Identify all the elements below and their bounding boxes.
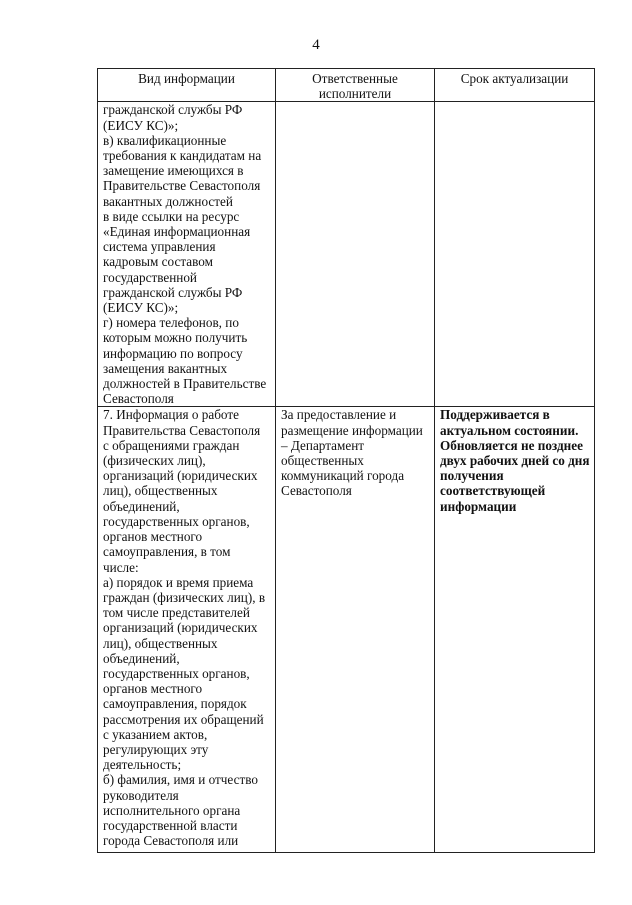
cell-text-line: руководителя — [103, 787, 179, 803]
cell-responsible-executors — [276, 102, 435, 407]
cell-text-line: информации — [440, 498, 517, 514]
cell-text-line: организаций (юридических — [103, 620, 258, 636]
table-row — [98, 407, 595, 853]
cell-text-line: а) порядок и время приема — [103, 574, 254, 590]
cell-text-line: Севастополя — [103, 391, 174, 407]
cell-text-line: самоуправления, порядок — [103, 696, 247, 712]
cell-text-line: с обращениями граждан — [103, 437, 240, 453]
cell-text-line: исполнительного органа — [103, 802, 241, 818]
cell-text-line: общественных — [281, 453, 364, 469]
cell-text-line: в) квалификационные — [103, 132, 227, 148]
cell-text-line: б) фамилия, имя и отчество — [103, 772, 258, 788]
information-table — [97, 68, 595, 853]
table-row — [98, 102, 595, 407]
cell-text-line: – Департамент — [281, 437, 365, 453]
table-header-row — [98, 69, 595, 102]
cell-text-line: которым можно получить — [103, 330, 248, 346]
cell-text-line: гражданской службы РФ — [103, 102, 243, 118]
cell-text-line: органов местного — [103, 529, 203, 545]
cell-text-line: объединений, — [103, 498, 180, 514]
cell-text-line: Обновляется не позднее — [440, 437, 583, 453]
cell-text-line: информацию по вопросу — [103, 345, 243, 361]
cell-text-line: с указанием актов, — [103, 726, 208, 742]
cell-update-period — [435, 407, 595, 853]
cell-text-line: самоуправления, в том — [103, 544, 231, 560]
cell-text-line: лиц), общественных — [103, 635, 218, 651]
cell-text-line: Срок актуализации — [460, 71, 569, 86]
header-responsible-executors — [276, 69, 435, 102]
cell-text-line: Севастополя — [281, 483, 352, 499]
cell-responsible-executors — [276, 407, 435, 853]
cell-text-line: граждан (физических лиц), в — [103, 589, 266, 605]
cell-text-line: государственной власти — [103, 817, 238, 833]
cell-text-line: система управления — [103, 239, 216, 255]
cell-update-period — [435, 102, 595, 407]
cell-text-line: в виде ссылки на ресурс — [103, 208, 240, 224]
cell-text-line: соответствующей — [440, 483, 546, 499]
cell-text-line: Правительстве Севастополя — [103, 178, 261, 194]
cell-information-type — [98, 407, 276, 853]
cell-text-line: (ЕИСУ КС)»; — [103, 300, 179, 316]
cell-text-line: коммуникаций города — [281, 468, 405, 484]
cell-text-line: должностей в Правительстве — [103, 376, 267, 392]
cell-text-line: регулирующих эту — [103, 741, 209, 757]
cell-text-line: государственной — [103, 269, 197, 285]
cell-text-line: получения — [440, 468, 504, 484]
cell-text-line: том числе представителей — [103, 605, 250, 621]
cell-information-type — [98, 102, 276, 407]
cell-text-line: Вид информации — [138, 71, 235, 86]
cell-text-line: Поддерживается в — [440, 407, 550, 423]
header-information-type — [98, 69, 276, 102]
cell-text-line: государственных органов, — [103, 665, 250, 681]
cell-text-line: г) номера телефонов, по — [103, 315, 239, 331]
cell-text-line: За предоставление и — [281, 407, 397, 423]
cell-text-line: (ЕИСУ КС)»; — [103, 117, 179, 133]
cell-text-line: размещение информации — [281, 422, 423, 438]
cell-text-line: числе: — [103, 559, 139, 575]
cell-text-line: замещения вакантных — [103, 360, 228, 376]
cell-text-line: лиц), общественных — [103, 483, 218, 499]
cell-text-line: Правительства Севастополя — [103, 422, 261, 438]
cell-text-line: деятельность; — [103, 757, 182, 773]
cell-text-line: «Единая информационная — [103, 224, 251, 240]
cell-text-line: объединений, — [103, 650, 180, 666]
cell-text-line: организаций (юридических — [103, 468, 258, 484]
cell-text-line: государственных органов, — [103, 513, 250, 529]
cell-text-line: исполнители — [318, 86, 392, 102]
cell-text-line: 7. Информация о работе — [103, 407, 239, 423]
cell-text-line: Ответственные — [312, 71, 398, 86]
cell-text-line: кадровым составом — [103, 254, 213, 270]
cell-text-line: вакантных должностей — [103, 193, 233, 209]
cell-text-line: двух рабочих дней со дня — [440, 453, 590, 469]
cell-text-line: (физических лиц), — [103, 453, 206, 469]
page-number: 4 — [312, 37, 320, 53]
cell-text-line: замещение имеющихся в — [103, 163, 244, 179]
header-update-period — [435, 69, 595, 102]
cell-text-line: требования к кандидатам на — [103, 148, 262, 164]
cell-text-line: города Севастополя или — [103, 833, 239, 849]
cell-text-line: гражданской службы РФ — [103, 284, 243, 300]
cell-text-line: органов местного — [103, 681, 203, 697]
cell-text-line: рассмотрения их обращений — [103, 711, 264, 727]
cell-text-line: актуальном состоянии. — [440, 422, 579, 438]
